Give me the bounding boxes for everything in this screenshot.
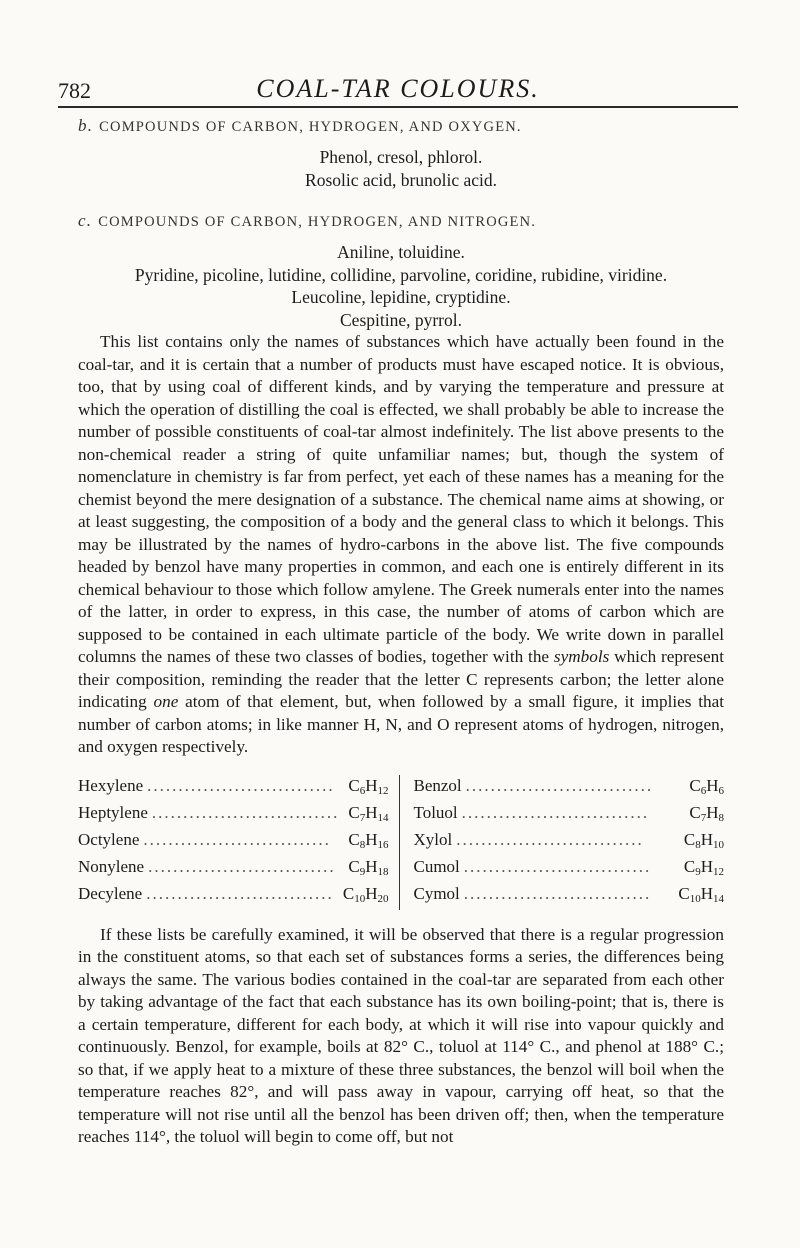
table-row [78,883,389,910]
body-paragraph-2: If these lists be carefully examined, it will be observed that there is a regular progression in the constituent atoms, so that each set of substances forms a series, the differences being always the same. The various bodies contained in the coal-tar are separated from each other by taking advantage of the fact that each substance has its own boiling-point; that is, there is a certain temperature, different for each body, at which it will rise into vapour quickly and continuously. Benzol, for example, boils at 82° C., toluol at 114° C., and phenol at 188° C.; so that, if we apply heat to a mixture of these three substances, the benzol will boil when the temperature reaches 82°, and will pass away in vapour, carrying off heat, so that the temperature will not rise until all the benzol has been driven off; then, when the temperature reaches 114°, the toluol will begin to come off, but not [78,924,724,1146]
table-column-left [78,775,400,910]
section-title: COMPOUNDS OF CARBON, HYDROGEN, AND OXYGEN. [99,119,522,135]
table-row [414,856,725,883]
compound-formula: $C_6H_6$ [689,775,724,797]
compound-name: Octylene [78,829,140,849]
compound-name: Benzol [413,775,462,795]
table-row [78,775,389,802]
dot-leader: .............................. [465,775,654,795]
list-line: Cespitine, pyrrol. [340,309,462,330]
section-b-list [78,146,724,191]
dot-leader: .............................. [463,883,652,903]
compound-formula: $C_8H_{10}$ [683,829,724,851]
table-row [78,856,389,883]
section-heading-b [78,116,724,136]
paragraph-text: atom of that element, but, when followed by a small figure, it implies that number of carbon atoms; in like manner H, N, and O represent atoms of hydrogen, nitrogen, and oxygen respectively. [78,692,725,756]
compound-name: Decylene [78,883,143,903]
list-line: Rosolic acid, brunolic acid. [305,169,497,190]
page-header [58,62,738,106]
compound-formula: $C_{10}H_{14}$ [678,883,724,905]
compound-name: Toluol [413,802,458,822]
table-row [414,775,725,802]
compound-formula: $C_9H_{18}$ [348,856,389,878]
page-number: 782 [58,78,91,103]
running-title: COAL-TAR COLOURS. [256,74,540,103]
list-line: Phenol, cresol, phlorol. [319,147,483,167]
hydrocarbon-comparison-table [78,775,724,910]
compound-name: Cumol [413,856,460,876]
compound-name: Hexylene [78,775,144,795]
section-title: COMPOUNDS OF CARBON, HYDROGEN, AND NITROGEN. [98,214,537,230]
paragraph-text: which represent their composition, reminding the reader that the letter C represents carbon; the letter alone indicating [78,647,724,711]
header-rule [58,106,738,108]
table-column-right [400,775,725,910]
dot-leader: .............................. [461,802,650,822]
dot-leader: .............................. [456,829,644,849]
compound-name: Xylol [413,829,453,849]
table-row [414,883,725,910]
dot-leader: .............................. [147,775,335,795]
compound-name: Nonylene [78,856,145,876]
compound-formula: $C_6H_{12}$ [348,775,389,797]
section-c-list [78,241,724,331]
dot-leader: .............................. [143,829,331,849]
page-body [78,116,724,1149]
dot-leader: .............................. [148,856,336,876]
paragraph-text: This list contains only the names of substances which have actually been found in the coal-tar, and it is certain that a number of products must have escaped notice. It is obvious, too, that by using coal of different kinds, and by varying the temperature and pressure at which the operation of distilling the coal is effected, we shall probably be able to increase the number of possible constituents of coal-tar almost indefinitely. The list above presents to the non-chemical reader a string of quite unfamiliar names; but, though the system of nomenclature in chemistry is far from perfect, yet each of these names has a meaning for the chemist beyond the mere designation of a substance. The chemical name aims at showing, or at least suggesting, the composition of a body and the general class to which it belongs. This may be illustrated by the names of hydro-carbons in the above list. The five compounds headed by benzol have many properties in common, and each one is entirely different in its chemical behaviour to those which follow amylene. The Greek numerals enter into the names of the latter, in order to express, in this case, the number of atoms of carbon which are supposed to be contained in each ultimate particle of the body. We write down in parallel columns the names of these two classes of bodies, together with the [78,332,724,666]
emphasis-text: one [153,692,179,711]
emphasis-text: symbols [553,647,610,666]
section-heading-c [78,211,724,231]
dot-leader: .............................. [146,883,334,903]
compound-name: Cymol [413,883,460,903]
body-paragraph-1 [78,331,724,759]
dot-leader: .............................. [463,856,652,876]
compound-formula: $C_7H_8$ [689,802,724,824]
section-letter: b. [78,116,94,135]
list-line: Aniline, toluidine. [337,242,465,262]
list-line: Pyridine, picoline, lutidine, collidine, parvoline, coridine, rubidine, viridine. [134,264,668,285]
compound-name: Heptylene [78,802,148,822]
compound-formula: $C_8H_{16}$ [348,829,389,851]
table-row [78,829,389,856]
table-row [414,802,725,829]
table-row [78,802,389,829]
dot-leader: .............................. [151,802,340,822]
compound-formula: $C_{10}H_{20}$ [342,883,389,905]
compound-formula: $C_9H_{12}$ [683,856,724,878]
list-line: Leucoline, lepidine, cryptidine. [291,287,511,307]
table-row [414,829,725,856]
section-letter: c. [78,211,93,230]
compound-formula: $C_7H_{14}$ [348,802,389,824]
